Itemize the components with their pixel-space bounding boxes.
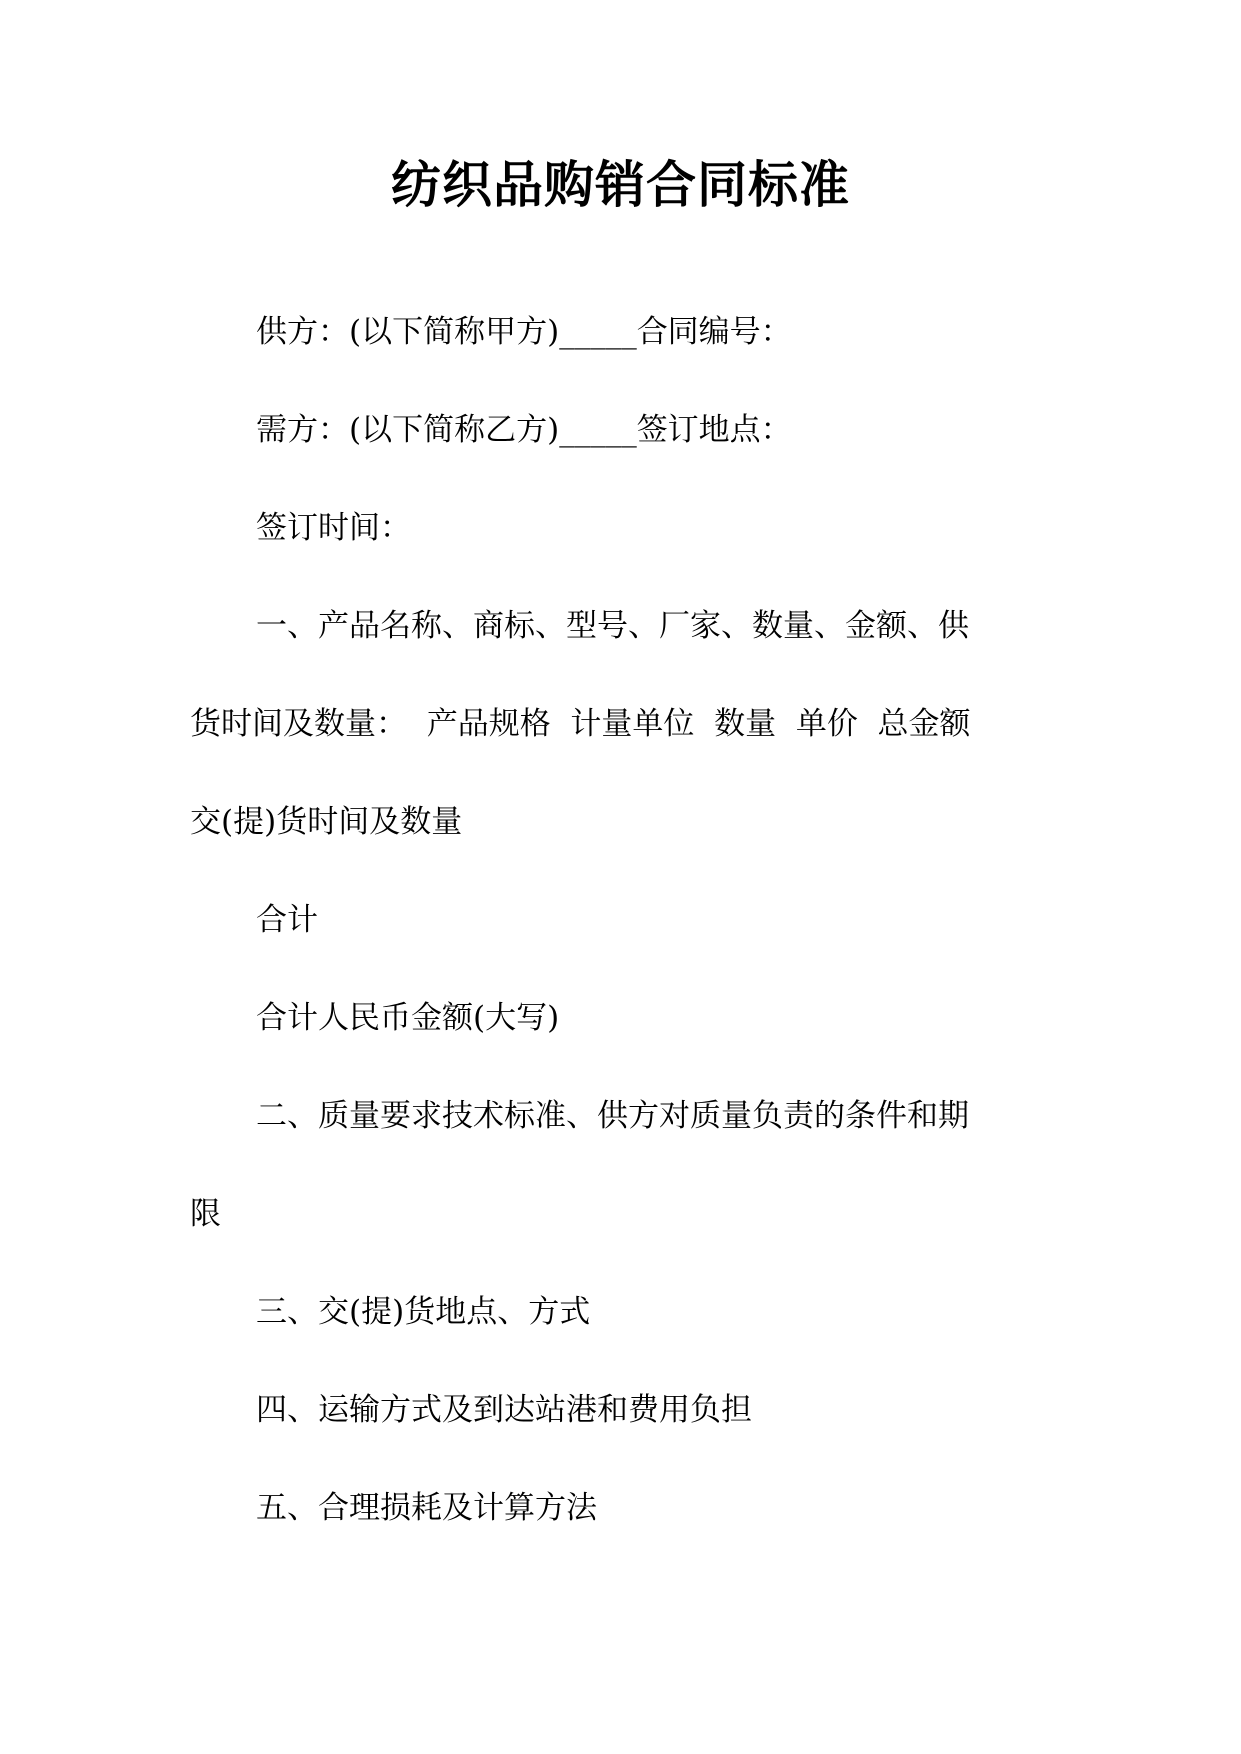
line-section-3: 三、交(提)货地点、方式: [256, 1294, 591, 1330]
line-section-5: 五、合理损耗及计算方法: [256, 1490, 597, 1526]
line-section-2-cont: 限: [190, 1196, 221, 1232]
line-supplier: 供方：(以下简称甲方)_____合同编号：: [256, 314, 792, 350]
line-section-1-cont: 货时间及数量： 产品规格 计量单位 数量 单价 总金额: [190, 706, 971, 742]
line-section-1: 一、产品名称、商标、型号、厂家、数量、金额、供: [256, 608, 969, 644]
line-section-4: 四、运输方式及到达站港和费用负担: [256, 1392, 752, 1428]
line-buyer: 需方：(以下简称乙方)_____签订地点：: [256, 412, 792, 448]
document-title: 纺织品购销合同标准: [391, 156, 850, 214]
line-section-2: 二、质量要求技术标准、供方对质量负责的条件和期: [256, 1098, 969, 1134]
document-body: [190, 308, 1052, 1582]
line-total: 合计: [256, 902, 318, 938]
line-sign-time: 签订时间：: [256, 510, 411, 546]
line-total-rmb: 合计人民币金额(大写): [256, 1000, 560, 1036]
line-section-1-cont-2: 交(提)货时间及数量: [190, 804, 463, 840]
